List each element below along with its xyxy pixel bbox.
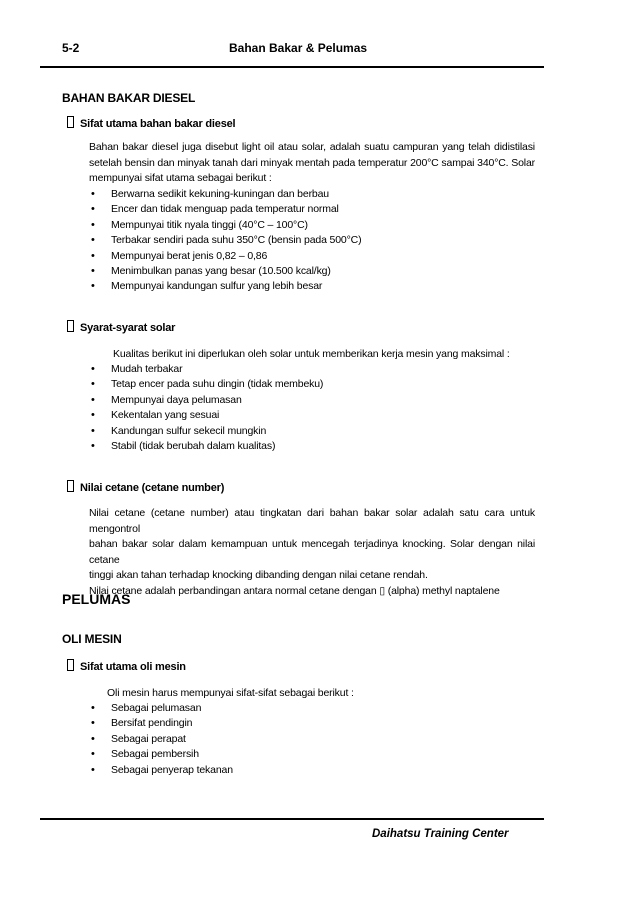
section-subheading-oli-mesin: OLI MESIN: [62, 632, 122, 646]
section-heading-pelumas: PELUMAS: [62, 591, 131, 607]
intro-syarat-solar: Kualitas berikut ini diperlukan oleh solar untuk memberikan kerja mesin yang maksimal :: [113, 348, 510, 360]
page-number: 5-2: [62, 41, 80, 55]
list-item: • Encer dan tidak menguap pada temperatur normal: [89, 202, 361, 217]
paragraph-sifat-diesel: Bahan bakar diesel juga disebut light oil atau solar, adalah suatu campuran yang telah didistilasi setelah bensin dan minyak tanah dari minyak mentah pada temperatur 200°C sampai 340°C. Solar mempunyai sifat utama sebagai berikut :: [89, 141, 535, 184]
checkbox-icon: [67, 320, 74, 332]
checkbox-icon: [67, 659, 74, 671]
footer-text: Daihatsu Training Center: [372, 828, 509, 840]
checkbox-icon: [67, 480, 74, 492]
subsection-title-syarat-solar: Syarat-syarat solar: [67, 320, 175, 334]
section-heading-diesel: BAHAN BAKAR DIESEL: [62, 91, 196, 105]
bullet-list-syarat-solar: [89, 362, 323, 454]
header-title: Bahan Bakar & Pelumas: [229, 41, 368, 55]
list-item: • Tetap encer pada suhu dingin (tidak membeku): [89, 377, 323, 392]
subsection-title-nilai-cetane: Nilai cetane (cetane number): [67, 480, 224, 494]
list-item: • Mudah terbakar: [89, 362, 323, 377]
header-rule: [40, 66, 544, 68]
list-item: • Kekentalan yang sesuai: [89, 408, 323, 423]
list-item: • Sebagai perapat: [89, 732, 233, 747]
bullet-list-sifat-oli: [89, 701, 233, 778]
list-item: • Stabil (tidak berubah dalam kualitas): [89, 439, 323, 454]
paragraph-nilai-cetane: Nilai cetane (cetane number) atau tingkatan dari bahan bakar solar adalah satu cara untuk mengontrol bahan bakar solar dalam kemampuan untuk mencegah terjadinya knocking. Solar dengan nilai cetane tinggi akan tahan terhadap knocking dibanding dengan nilai cetane rendah. Nilai cetane adalah perbandingan antara normal cetane dengan ▯ (alpha) methyl naptalene: [89, 507, 535, 597]
list-item: • Mempunyai daya pelumasan: [89, 393, 323, 408]
list-item: • Berwarna sedikit kekuning-kuningan dan berbau: [89, 187, 361, 202]
footer-rule: [40, 818, 544, 820]
list-item: • Kandungan sulfur sekecil mungkin: [89, 424, 323, 439]
list-item: • Sebagai pelumasan: [89, 701, 233, 716]
list-item: • Sebagai pembersih: [89, 747, 233, 762]
list-item: • Mempunyai berat jenis 0,82 – 0,86: [89, 249, 361, 264]
list-item: • Bersifat pendingin: [89, 716, 233, 731]
list-item: • Terbakar sendiri pada suhu 350°C (bensin pada 500°C): [89, 233, 361, 248]
subsection-title-sifat-diesel: Sifat utama bahan bakar diesel: [67, 116, 235, 130]
list-item: • Mempunyai kandungan sulfur yang lebih besar: [89, 279, 361, 294]
checkbox-icon: [67, 116, 74, 128]
subsection-title-sifat-oli: Sifat utama oli mesin: [67, 659, 186, 673]
bullet-list-sifat-diesel: [89, 187, 361, 295]
intro-sifat-oli: Oli mesin harus mempunyai sifat-sifat sebagai berikut :: [107, 687, 354, 699]
list-item: • Mempunyai titik nyala tinggi (40°C – 100°C): [89, 218, 361, 233]
list-item: • Menimbulkan panas yang besar (10.500 kcal/kg): [89, 264, 361, 279]
list-item: • Sebagai penyerap tekanan: [89, 763, 233, 778]
